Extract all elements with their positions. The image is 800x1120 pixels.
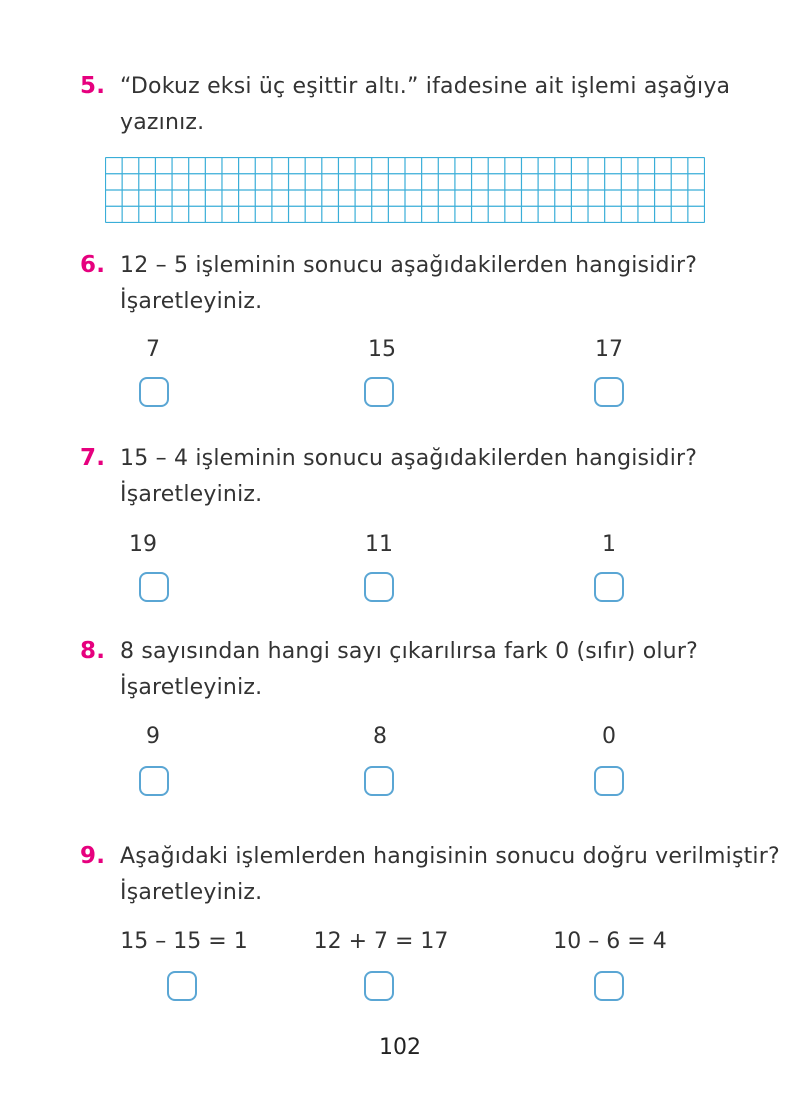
question-text-line2: İşaretleyiniz. xyxy=(120,482,263,507)
option-label: 12 + 7 = 17 xyxy=(313,929,449,954)
option-label: 15 xyxy=(368,337,396,362)
options-7 xyxy=(0,530,700,610)
option-label: 1 xyxy=(602,532,616,557)
option-label: 11 xyxy=(365,532,393,557)
question-text-line2: İşaretleyiniz. xyxy=(120,880,263,905)
question-number: 9. xyxy=(80,843,106,869)
option-label: 9 xyxy=(146,724,160,749)
question-9 xyxy=(80,838,780,911)
question-text: 12 – 5 işleminin sonucu aşağıdakilerden hangisidir? xyxy=(120,253,698,278)
option-label: 19 xyxy=(129,532,157,557)
options-6 xyxy=(0,335,700,415)
options-9 xyxy=(0,927,700,1007)
answer-checkbox[interactable] xyxy=(139,766,169,796)
question-8 xyxy=(80,633,720,706)
option-label: 0 xyxy=(602,724,616,749)
option-label: 7 xyxy=(146,337,160,362)
option-label: 17 xyxy=(595,337,623,362)
question-number: 6. xyxy=(80,252,106,278)
question-text: Aşağıdaki işlemlerden hangisinin sonucu doğru verilmiştir? xyxy=(120,844,780,869)
question-text-line2: İşaretleyiniz. xyxy=(120,675,263,700)
question-text-line2: yazınız. xyxy=(120,110,205,135)
answer-checkbox[interactable] xyxy=(139,377,169,407)
answer-checkbox[interactable] xyxy=(167,971,197,1001)
answer-checkbox[interactable] xyxy=(594,377,624,407)
answer-checkbox[interactable] xyxy=(364,377,394,407)
question-5 xyxy=(80,68,731,141)
option-label: 8 xyxy=(373,724,387,749)
option-label: 15 – 15 = 1 xyxy=(120,929,248,954)
question-number: 8. xyxy=(80,638,106,664)
writing-grid[interactable] xyxy=(105,157,705,227)
question-text: 15 – 4 işleminin sonucu aşağıdakilerden hangisidir? xyxy=(120,446,698,471)
question-7 xyxy=(80,440,720,513)
answer-checkbox[interactable] xyxy=(594,572,624,602)
page-number: 102 xyxy=(379,1035,421,1060)
answer-checkbox[interactable] xyxy=(364,766,394,796)
answer-checkbox[interactable] xyxy=(594,766,624,796)
question-6 xyxy=(80,247,720,320)
answer-checkbox[interactable] xyxy=(364,971,394,1001)
question-text: 8 sayısından hangi sayı çıkarılırsa fark 0 (sıfır) olur? xyxy=(120,639,698,664)
option-label: 10 – 6 = 4 xyxy=(553,929,667,954)
question-text-line2: İşaretleyiniz. xyxy=(120,289,263,314)
question-text: “Dokuz eksi üç eşittir altı.” ifadesine ait işlemi aşağıya xyxy=(120,74,731,99)
answer-checkbox[interactable] xyxy=(139,572,169,602)
question-number: 5. xyxy=(80,73,106,99)
question-number: 7. xyxy=(80,445,106,471)
grid-lines xyxy=(105,157,705,223)
options-8 xyxy=(0,722,700,802)
answer-checkbox[interactable] xyxy=(594,971,624,1001)
answer-checkbox[interactable] xyxy=(364,572,394,602)
